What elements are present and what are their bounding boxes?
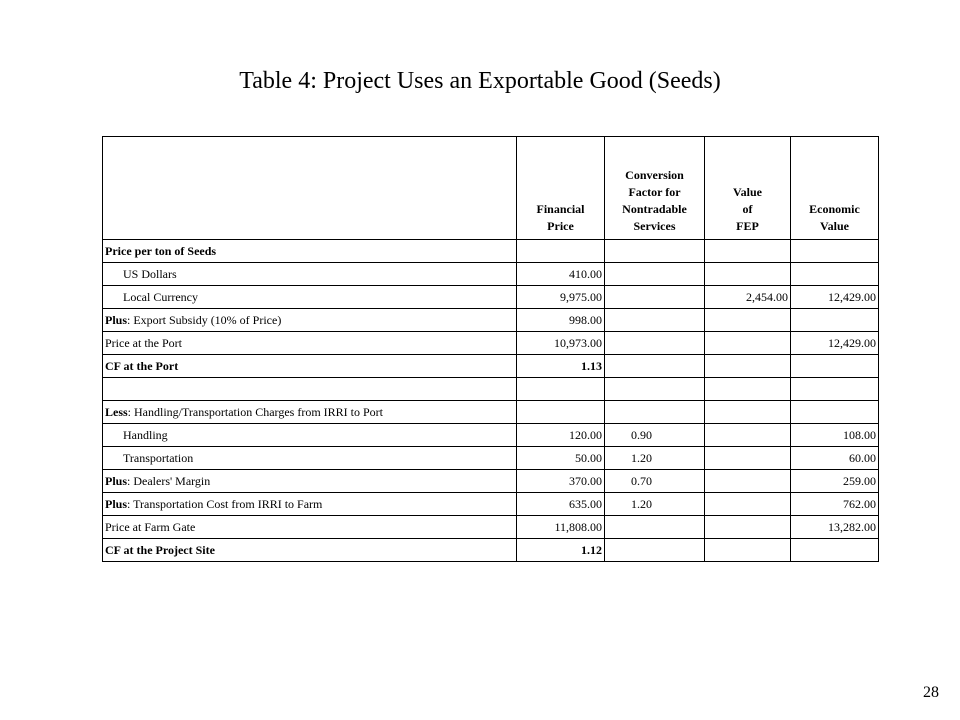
table-row	[103, 493, 879, 516]
header-line: Conversion	[625, 168, 684, 182]
row-label	[103, 516, 517, 539]
economic-value-cell	[791, 263, 879, 286]
financial-price-cell: 370.00	[517, 470, 605, 493]
header-economic-value	[791, 137, 879, 240]
row-label-text: : Dealers' Margin	[127, 474, 211, 488]
financial-price-cell: 50.00	[517, 447, 605, 470]
value-of-fep-cell	[705, 447, 791, 470]
row-label-bold: Plus	[105, 497, 128, 511]
table-row	[103, 539, 879, 562]
economic-value-cell	[791, 240, 879, 263]
financial-price-cell: 10,973.00	[517, 332, 605, 355]
header-value-of-fep	[705, 137, 791, 240]
header-line: of	[742, 202, 753, 216]
header-line: FEP	[736, 219, 759, 233]
economic-value-cell	[791, 401, 879, 424]
economic-value-cell: 108.00	[791, 424, 879, 447]
table-row	[103, 516, 879, 539]
financial-price-cell	[517, 240, 605, 263]
value-of-fep-cell	[705, 332, 791, 355]
economic-value-cell	[791, 378, 879, 401]
row-label	[103, 401, 517, 424]
header-line: Price	[547, 219, 574, 233]
table-row	[103, 355, 879, 378]
page-title: Table 4: Project Uses an Exportable Good (Seeds)	[239, 68, 721, 94]
row-label-bold: Plus	[105, 313, 128, 327]
economic-value-cell: 762.00	[791, 493, 879, 516]
page-number: 28	[923, 684, 939, 701]
row-label-text: Price at the Port	[105, 336, 182, 350]
conversion-factor-cell	[605, 332, 705, 355]
value-of-fep-cell	[705, 539, 791, 562]
table-row	[103, 240, 879, 263]
financial-price-cell: 998.00	[517, 309, 605, 332]
row-label	[103, 355, 517, 378]
value-of-fep-cell	[705, 424, 791, 447]
value-of-fep-cell	[705, 240, 791, 263]
row-label	[103, 286, 517, 309]
row-label-bold: Price per ton of Seeds	[105, 244, 217, 258]
table-row	[103, 447, 879, 470]
row-label	[103, 493, 517, 516]
row-label	[103, 470, 517, 493]
financial-price-cell: 410.00	[517, 263, 605, 286]
row-label-bold: Plus	[105, 474, 128, 488]
value-of-fep-cell	[705, 309, 791, 332]
conversion-factor-cell: 0.90	[605, 424, 705, 447]
value-of-fep-cell: 2,454.00	[705, 286, 791, 309]
row-label-bold: CF at the Project Site	[105, 543, 215, 557]
value-of-fep-cell	[705, 516, 791, 539]
header-line: Value	[733, 185, 762, 199]
table-row	[103, 470, 879, 493]
financial-price-cell: 1.12	[517, 539, 605, 562]
row-label-text: US Dollars	[123, 267, 177, 281]
table-row	[103, 424, 879, 447]
economic-value-cell: 13,282.00	[791, 516, 879, 539]
financial-price-cell	[517, 401, 605, 424]
table-row	[103, 309, 879, 332]
header-line: Factor for	[628, 185, 681, 199]
row-label	[103, 309, 517, 332]
table-header-row	[103, 137, 879, 240]
financial-price-cell: 1.13	[517, 355, 605, 378]
table-row	[103, 286, 879, 309]
row-label	[103, 378, 517, 401]
header-financial-price	[517, 137, 605, 240]
conversion-factor-cell	[605, 378, 705, 401]
conversion-factor-cell: 0.70	[605, 470, 705, 493]
conversion-factor-cell: 1.20	[605, 447, 705, 470]
economic-value-cell: 259.00	[791, 470, 879, 493]
row-label	[103, 263, 517, 286]
table-row	[103, 401, 879, 424]
header-blank	[103, 137, 517, 240]
header-line: Services	[633, 219, 676, 233]
value-of-fep-cell	[705, 470, 791, 493]
row-label-text: : Handling/Transportation Charges from IRRI to Port	[127, 405, 383, 419]
conversion-factor-cell	[605, 355, 705, 378]
row-label-bold: CF at the Port	[105, 359, 179, 373]
value-of-fep-cell	[705, 263, 791, 286]
financial-price-cell: 635.00	[517, 493, 605, 516]
table-row	[103, 263, 879, 286]
conversion-factor-cell	[605, 240, 705, 263]
conversion-factor-cell	[605, 516, 705, 539]
conversion-factor-cell	[605, 401, 705, 424]
economic-value-cell	[791, 539, 879, 562]
value-of-fep-cell	[705, 401, 791, 424]
financial-price-cell: 120.00	[517, 424, 605, 447]
row-label	[103, 424, 517, 447]
conversion-factor-cell	[605, 539, 705, 562]
table-row	[103, 332, 879, 355]
financial-price-cell: 9,975.00	[517, 286, 605, 309]
economic-value-cell	[791, 355, 879, 378]
row-label-text: Local Currency	[123, 290, 198, 304]
conversion-factor-cell	[605, 286, 705, 309]
header-line: Financial	[536, 202, 585, 216]
table-row	[103, 378, 879, 401]
header-line: Value	[820, 219, 849, 233]
conversion-factor-cell: 1.20	[605, 493, 705, 516]
header-line: Economic	[809, 202, 860, 216]
row-label-bold: Less	[105, 405, 128, 419]
row-label-text: Transportation	[123, 451, 194, 465]
row-label	[103, 332, 517, 355]
row-label-text: Price at Farm Gate	[105, 520, 196, 534]
row-label	[103, 447, 517, 470]
economic-value-cell	[791, 309, 879, 332]
economic-value-cell: 60.00	[791, 447, 879, 470]
row-label	[103, 539, 517, 562]
conversion-factor-cell	[605, 309, 705, 332]
value-of-fep-cell	[705, 493, 791, 516]
value-of-fep-cell	[705, 355, 791, 378]
financial-price-cell	[517, 378, 605, 401]
economic-value-cell: 12,429.00	[791, 332, 879, 355]
header-line: Nontradable	[622, 202, 687, 216]
row-label-text: : Export Subsidy (10% of Price)	[127, 313, 282, 327]
economic-valuation-table	[102, 136, 879, 562]
economic-value-cell: 12,429.00	[791, 286, 879, 309]
header-conversion-factor	[605, 137, 705, 240]
row-label-text: Handling	[123, 428, 168, 442]
conversion-factor-cell	[605, 263, 705, 286]
value-of-fep-cell	[705, 378, 791, 401]
row-label-text: : Transportation Cost from IRRI to Farm	[127, 497, 323, 511]
financial-price-cell: 11,808.00	[517, 516, 605, 539]
row-label	[103, 240, 517, 263]
